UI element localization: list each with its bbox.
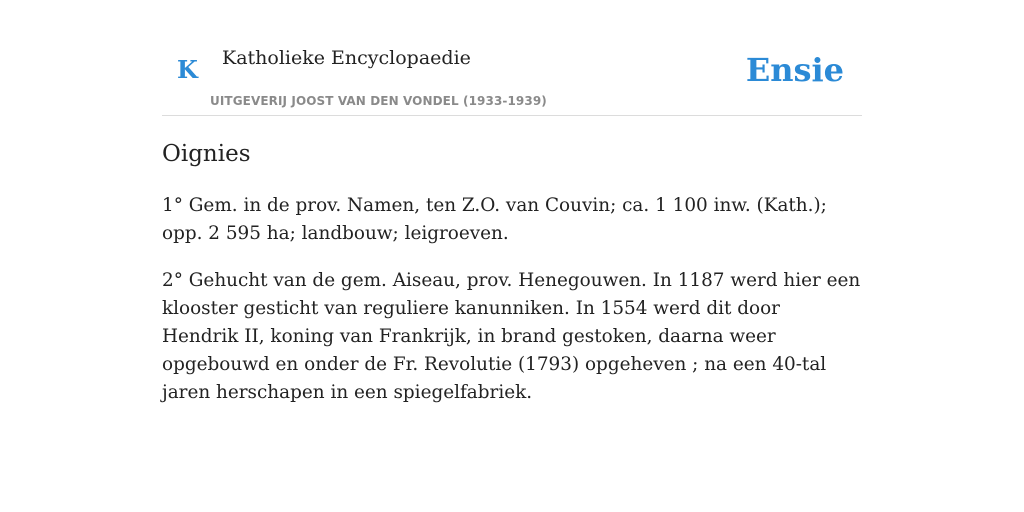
site-title-link[interactable]: Katholieke Encyclopaedie bbox=[222, 47, 471, 69]
article-paragraph-2: 2° Gehucht van de gem. Aiseau, prov. Henegouwen. In 1187 werd hier een klooster gesticht van reguliere kanunniken. In 1554 werd dit door Hendrik II, koning van Frankrijk, in brand gestoken, daarna weer opgebouwd en onder de Fr. Revolutie (1793) opgeheven ; na een 40-tal jaren herschapen in een spiegelfabriek. bbox=[162, 270, 861, 403]
site-header bbox=[162, 0, 862, 116]
encyclopedia-logo[interactable]: K bbox=[177, 55, 198, 84]
article-title: Oignies bbox=[162, 141, 251, 167]
article-paragraph-1: 1° Gem. in de prov. Namen, ten Z.O. van Couvin; ca. 1 100 inw. (Kath.); opp. 2 595 ha; landbouw; leigroeven. bbox=[162, 195, 827, 244]
page-container bbox=[162, 0, 862, 403]
publisher-subtitle: UITGEVERIJ JOOST VAN DEN VONDEL (1933-1939) bbox=[210, 94, 547, 108]
ensie-brand-link[interactable]: Ensie bbox=[745, 51, 844, 89]
